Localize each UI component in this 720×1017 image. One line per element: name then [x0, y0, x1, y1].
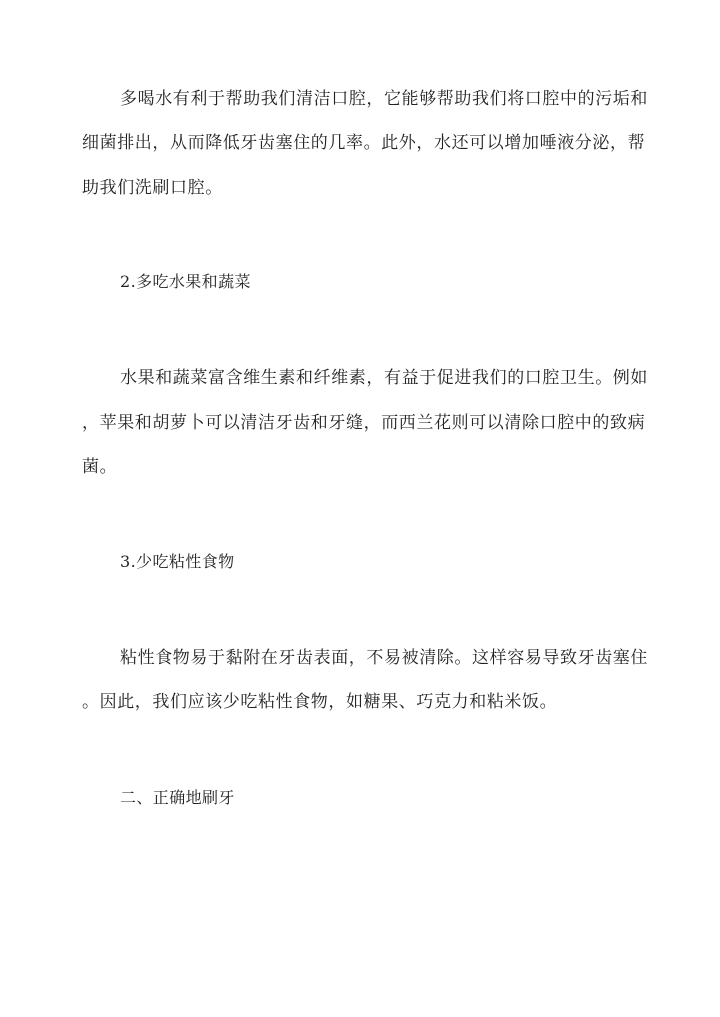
paragraph-line: 细菌排出，从而降低牙齿塞住的几率。此外，水还可以增加唾液分泌，帮	[82, 133, 646, 153]
paragraph-line: 粘性食物易于黏附在牙齿表面，不易被清除。这样容易导致牙齿塞住	[120, 648, 648, 668]
section-heading-brushing: 二、正确地刷牙	[120, 788, 235, 807]
section-heading-fruits-vegetables: 2.多吃水果和蔬菜	[120, 272, 251, 291]
paragraph-line: 助我们洗刷口腔。	[82, 178, 223, 198]
section-heading-sticky-food: 3.少吃粘性食物	[120, 552, 235, 571]
paragraph-line: 水果和蔬菜富含维生素和纤维素，有益于促进我们的口腔卫生。例如	[120, 368, 648, 388]
paragraph-line: 。因此，我们应该少吃粘性食物，如糖果、巧克力和粘米饭。	[82, 692, 558, 712]
paragraph-line: 多喝水有利于帮助我们清洁口腔，它能够帮助我们将口腔中的污垢和	[120, 89, 648, 109]
paragraph-line: ，苹果和胡萝卜可以清洁牙齿和牙缝，而西兰花则可以清除口腔中的致病	[82, 413, 646, 433]
paragraph-line: 菌。	[82, 457, 118, 477]
